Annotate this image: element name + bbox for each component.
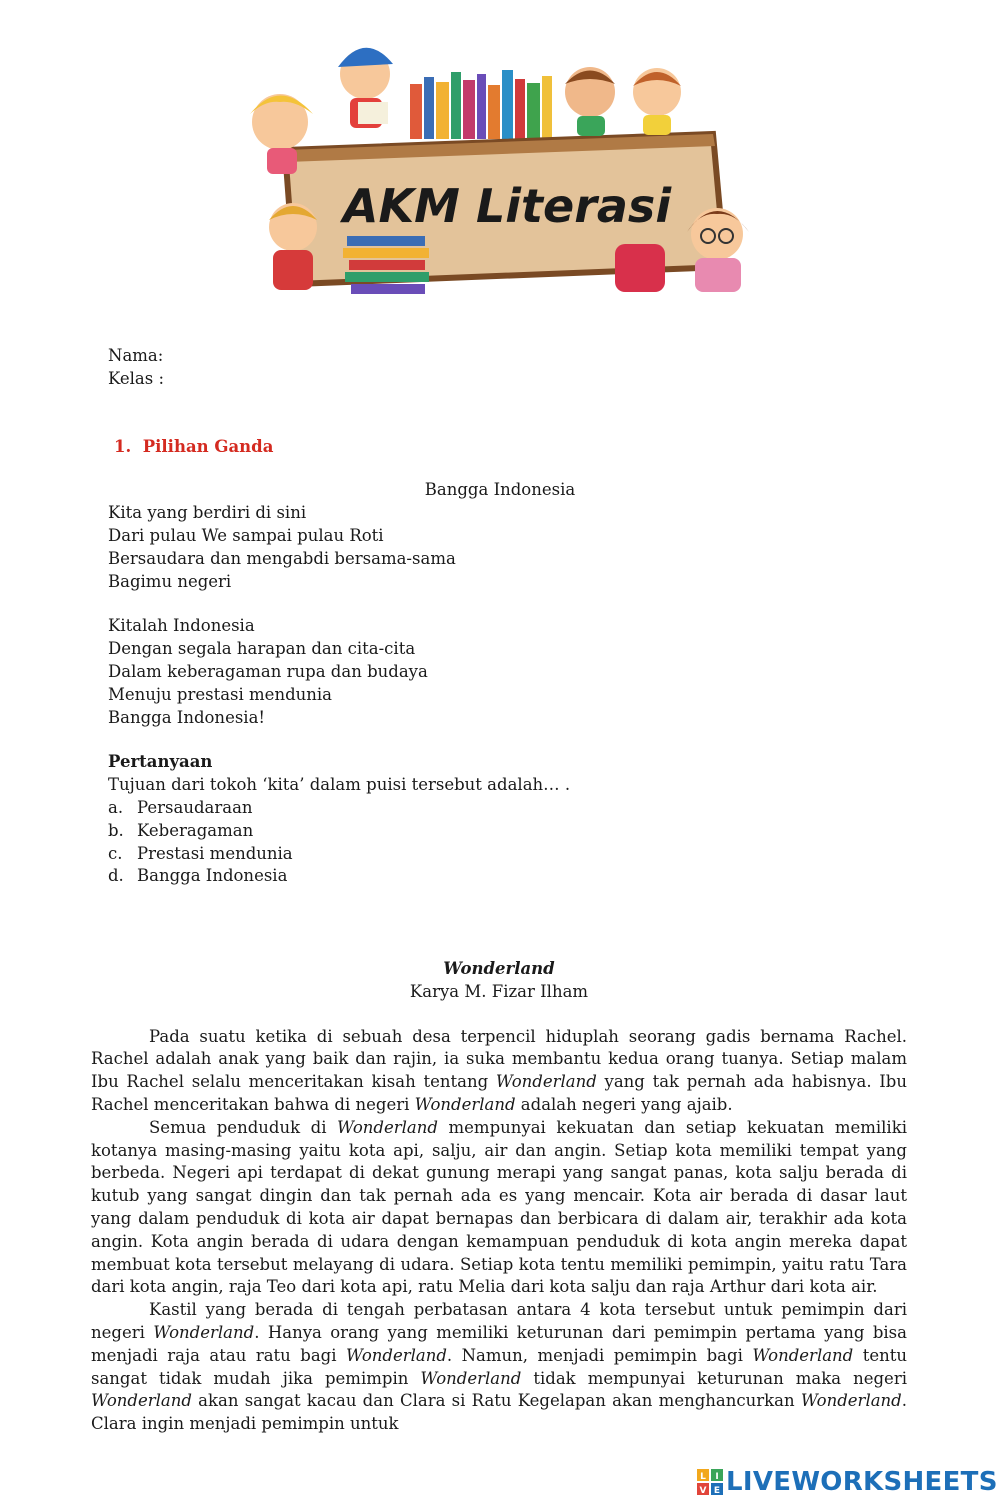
story-paragraph-2: Semua penduduk di Wonderland mempunyai kekuatan dan setiap kekuatan memiliki kotanya masing-masing yaitu kota api, salju, air dan angin. Setiap kota memiliki tempat yang berbeda. Negeri api terdapat di dekat gunung merapi yang sangat panas, kota salju berada di kutub yang sangat dingin dan tak pernah ada es yang mencair. Kota air berada di dasar laut yang dalam penduduk di kota air dapat bernapas dan berbicara di dalam air, terakhir ada kota angin. Kota angin berada di udara dengan kemampuan penduduk di kota angin mereka dapat membuat kota tersebut melayang di udara. Setiap kota tentu memiliki pemimpin, yaitu ratu Tara dari kota angin, raja Teo dari kota api, ratu Melia dari kota salju dan raja Arthur dari kota air.: [91, 1117, 907, 1297]
section-title: Pilihan Ganda: [142, 436, 274, 456]
svg-text:I: I: [715, 1472, 719, 1482]
answer-option-d[interactable]: [108, 865, 908, 888]
poem-line: Dengan segala harapan dan cita-cita: [108, 639, 416, 659]
liveworksheets-brand: LIVEWORKSHEETS: [726, 1467, 998, 1497]
option-letter: b.: [108, 820, 124, 840]
poem-line: Menuju prestasi mendunia: [108, 684, 333, 704]
poem-line: Bangga Indonesia!: [108, 707, 266, 727]
class-label: Kelas :: [108, 368, 165, 388]
option-letter: d.: [108, 866, 124, 886]
bookshelf-illustration: [410, 70, 552, 139]
poem-line: Kitalah Indonesia: [108, 616, 255, 636]
book-stack-illustration: [343, 236, 429, 294]
option-text: Keberagaman: [137, 820, 254, 840]
story-paragraph-1: Pada suatu ketika di sebuah desa terpencil hiduplah seorang gadis bernama Rachel. Rachel adalah anak yang baik dan rajin, ia suka membantu kedua orang tuanya. Setiap malam Ibu Rachel selalu menceritakan kisah tentang Wonderland yang tak pernah ada habisnya. Ibu Rachel menceritakan bahwa di negeri Wonderland adalah negeri yang ajaib.: [91, 1026, 907, 1114]
answer-option-c[interactable]: [108, 843, 908, 866]
liveworksheets-icon: [697, 1469, 723, 1495]
story-author: Karya M. Fizar Ilham: [409, 981, 589, 1001]
poem-line: Kita yang berdiri di sini: [108, 503, 307, 523]
svg-text:V: V: [699, 1486, 707, 1495]
section-number: 1.: [114, 436, 132, 456]
option-text: Bangga Indonesia: [137, 866, 288, 886]
poem-title: Bangga Indonesia: [424, 480, 576, 500]
answer-option-b[interactable]: [108, 820, 908, 843]
section-heading: [114, 436, 908, 459]
name-label: Nama:: [108, 346, 164, 365]
child-figure-right: [565, 67, 681, 136]
liveworksheets-logo[interactable]: [697, 1466, 998, 1498]
answer-option-a[interactable]: [108, 797, 908, 820]
option-letter: a.: [108, 797, 124, 817]
story-section: [91, 958, 907, 1436]
option-text: Prestasi mendunia: [137, 843, 293, 863]
story-title: Wonderland: [443, 959, 555, 978]
backpack-illustration: [615, 244, 665, 292]
poem-line: Bagimu negeri: [108, 571, 232, 591]
svg-text:L: L: [700, 1472, 706, 1482]
option-text: Persaudaraan: [137, 797, 253, 817]
poem-line: Dalam keberagaman rupa dan budaya: [108, 661, 428, 681]
poem-line: Dari pulau We sampai pulau Roti: [108, 525, 384, 545]
akm-literasi-banner: [225, 22, 775, 307]
poem-line: Bersaudara dan mengabdi bersama-sama: [108, 548, 456, 568]
svg-text:E: E: [713, 1486, 721, 1495]
child-figure-cap: [338, 48, 393, 128]
option-letter: c.: [108, 843, 123, 863]
question-heading: Pertanyaan: [108, 752, 213, 772]
question-text: Tujuan dari tokoh ‘kita’ dalam puisi tersebut adalah… .: [108, 775, 571, 795]
story-paragraph-3: Kastil yang berada di tengah perbatasan antara 4 kota tersebut untuk pemimpin dari negeri Wonderland. Hanya orang yang memiliki keturunan dari pemimpin pertama yang bisa menjadi raja atau ratu bagi Wonderland. Namun, menjadi pemimpin bagi Wonderland tentu sangat tidak mudah jika pemimpin Wonderland tidak mempunyai keturunan maka negeri Wonderland akan sangat kacau dan Clara si Ratu Kegelapan akan menghancurkan Wonderland. Clara ingin menjadi pemimpin untuk: [91, 1300, 907, 1434]
worksheet-content: [108, 345, 908, 888]
banner-title: AKM Literasi: [342, 179, 672, 233]
